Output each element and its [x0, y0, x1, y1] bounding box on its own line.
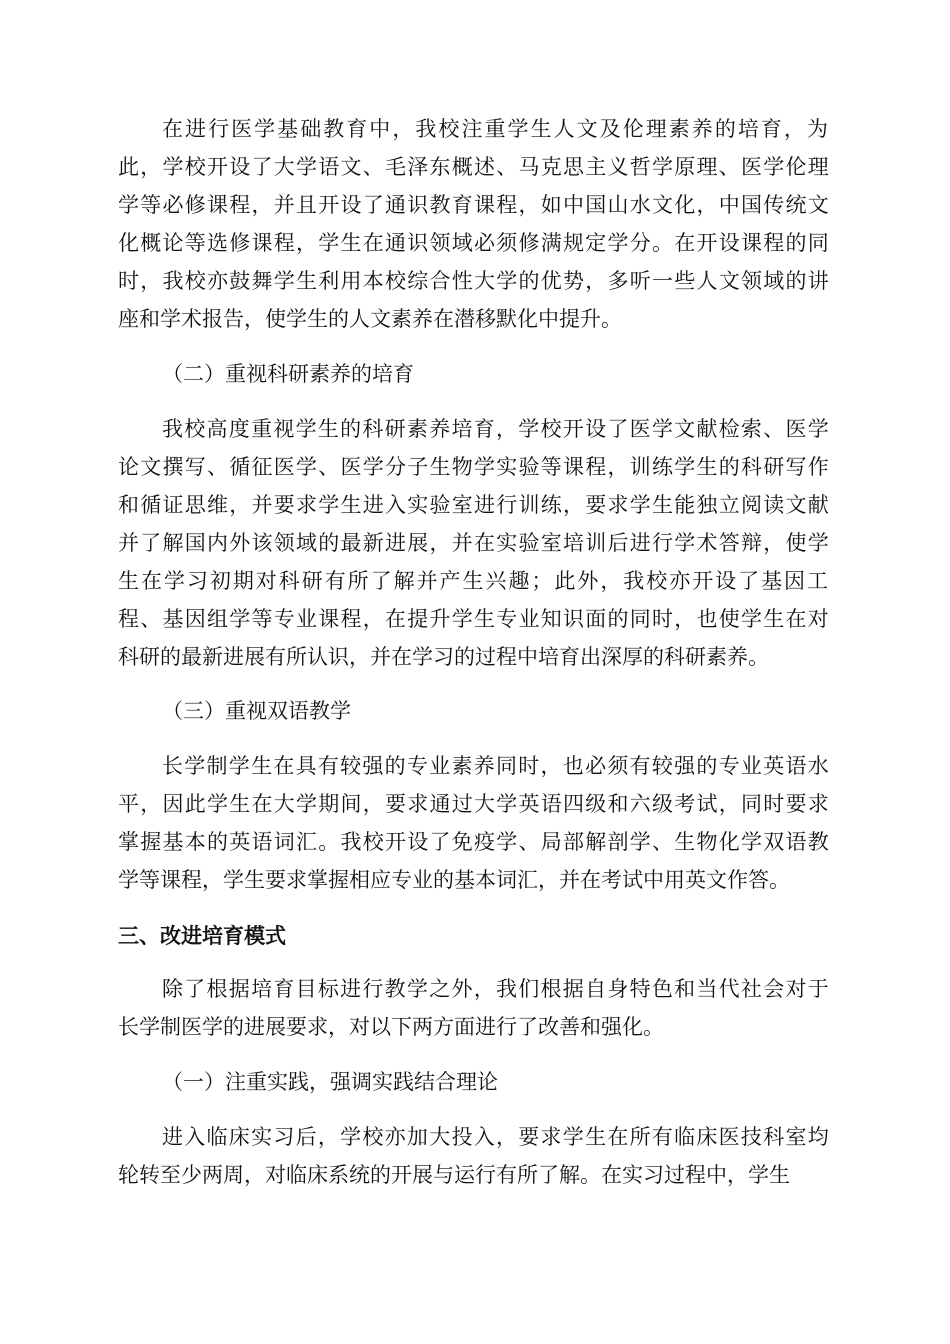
text-line: 掌握基本的英语词汇。我校开设了免疫学、局部解剖学、生物化学双语教 — [118, 830, 830, 854]
text-line: 学等课程，学生要求掌握相应专业的基本词汇，并在考试中用英文作答。 — [118, 868, 790, 892]
section-heading: 三、改进培育模式 — [118, 924, 286, 948]
text-line: 长学制医学的进展要求，对以下两方面进行了改善和强化。 — [118, 1015, 664, 1039]
text-line: 论文撰写、循征医学、医学分子生物学实验等课程，训练学生的科研写作 — [118, 455, 830, 479]
subheading-bilingual: （三）重视双语教学 — [162, 699, 351, 723]
text-line: 程、基因组学等专业课程，在提升学生专业知识面的同时，也使学生在对 — [118, 607, 830, 631]
text-line: 学等必修课程，并且开设了通识教育课程，如中国山水文化，中国传统文 — [118, 193, 830, 217]
text-line: 化概论等选修课程，学生在通识领域必须修满规定学分。在开设课程的同 — [118, 231, 830, 255]
text-line: 此，学校开设了大学语文、毛泽东概述、马克思主义哲学原理、医学伦理 — [118, 155, 830, 179]
text-line: 座和学术报告，使学生的人文素养在潜移默化中提升。 — [118, 307, 622, 331]
text-line: 长学制学生在具有较强的专业素养同时，也必须有较强的专业英语水 — [162, 754, 830, 778]
text-line: 时，我校亦鼓舞学生利用本校综合性大学的优势，多听一些人文领域的讲 — [118, 269, 830, 293]
text-line: 在进行医学基础教育中，我校注重学生人文及伦理素养的培育，为 — [162, 117, 830, 141]
text-line: 生在学习初期对科研有所了解并产生兴趣；此外，我校亦开设了基因工 — [118, 569, 830, 593]
text-line: 并了解国内外该领域的最新进展，并在实验室培训后进行学术答辩，使学 — [118, 531, 830, 555]
text-line: 平，因此学生在大学期间，要求通过大学英语四级和六级考试，同时要求 — [118, 792, 830, 816]
text-line: 和循证思维，并要求学生进入实验室进行训练，要求学生能独立阅读文献 — [118, 493, 830, 517]
text-line: 我校高度重视学生的科研素养培育，学校开设了医学文献检索、医学 — [162, 417, 830, 441]
text-line: 除了根据培育目标进行教学之外，我们根据自身特色和当代社会对于 — [162, 977, 830, 1001]
text-line: 进入临床实习后，学校亦加大投入，要求学生在所有临床医技科室均 — [162, 1125, 830, 1149]
text-line: 轮转至少两周，对临床系统的开展与运行有所了解。在实习过程中，学生 — [118, 1163, 790, 1187]
text-line: 科研的最新进展有所认识，并在学习的过程中培育出深厚的科研素养。 — [118, 645, 769, 669]
subheading-practice: （一）注重实践，强调实践结合理论 — [162, 1070, 498, 1094]
subheading-research: （二）重视科研素养的培育 — [162, 362, 414, 386]
